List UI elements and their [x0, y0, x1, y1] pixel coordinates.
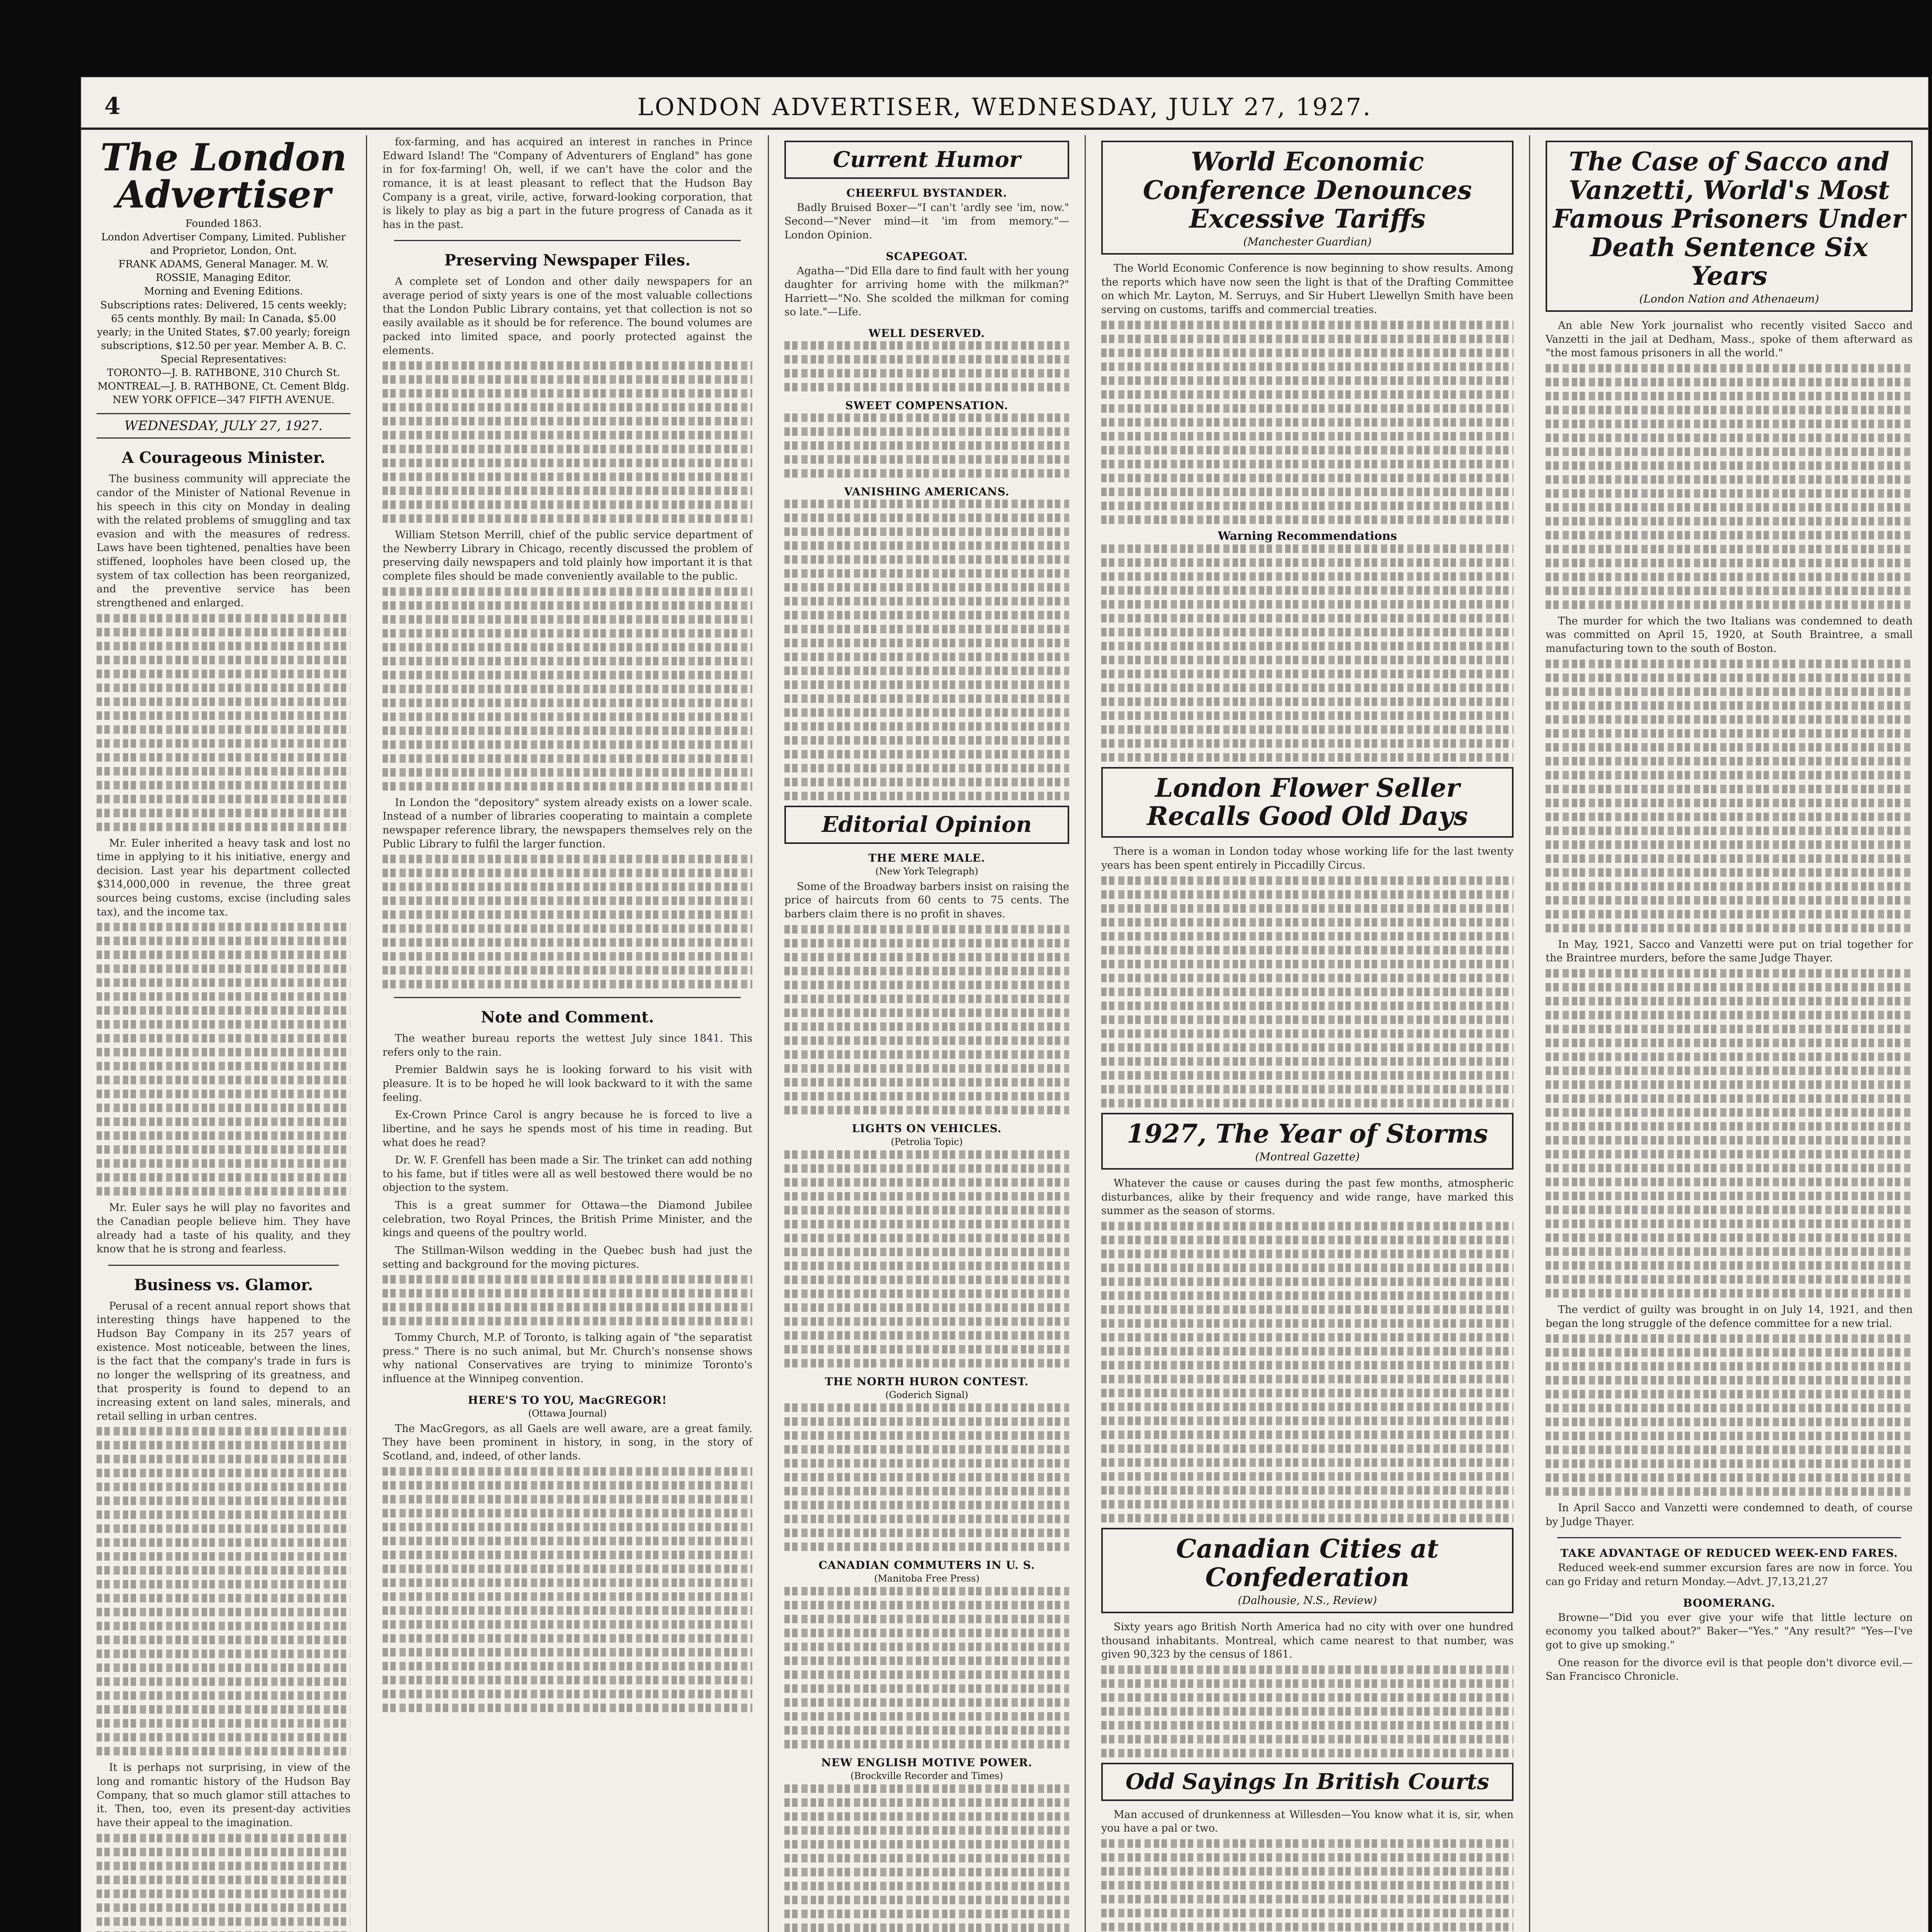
- subhead: CHEERFUL BYSTANDER.: [846, 186, 1007, 199]
- subhead-week-end-fares: TAKE ADVANTAGE OF REDUCED WEEK-END FARES.: [1560, 1547, 1898, 1560]
- box-editorial-opinion: Editorial Opinion: [784, 806, 1069, 844]
- humor-item: Agatha—"Did Ella dare to find fault with her young daughter for arriving home with the milkman?" Harriett—"No. She scolded the milkman for coming so late."—Life.: [784, 265, 1069, 318]
- article-paragraph: Sixty years ago British North America had no city with over one hundred thousand inhabitants. Montreal, which came nearest to that number, was given 90,323 by the census of 1861.: [1101, 1621, 1514, 1661]
- divider: [394, 997, 741, 998]
- text-filler: [383, 855, 752, 988]
- text-filler: [1546, 969, 1913, 1298]
- text-filler: [97, 614, 350, 831]
- subhead-macgregor: HERE'S TO YOU, MacGREGOR!: [468, 1393, 667, 1406]
- text-filler: [97, 923, 350, 1196]
- masthead-reps-head: Special Representatives:: [160, 353, 287, 365]
- subhead: NEW ENGLISH MOTIVE POWER.: [821, 1756, 1032, 1769]
- divider: [108, 1265, 339, 1266]
- note-item: The weather bureau reports the wettest July since 1841. This refers only to the rain.: [383, 1032, 752, 1058]
- text-filler: [784, 1587, 1069, 1748]
- subhead: WELL DESERVED.: [868, 327, 985, 340]
- note-item: This is a great summer for Ottawa—the Diamond Jubilee celebration, two Royal Princes, the British Prime Minister, and the kings and queens of the poultry world.: [383, 1199, 752, 1239]
- text-filler: [1101, 544, 1514, 762]
- notice-item: Reduced week-end summer excursion fares are now in force. You can go Friday and return Monday.—Advt. J7,13,21,27: [1546, 1562, 1913, 1588]
- text-filler: [784, 1150, 1069, 1367]
- text-filler: [97, 1427, 350, 1755]
- newspaper-page: [81, 77, 1928, 1932]
- text-filler: [1546, 1334, 1913, 1496]
- subhead: SCAPEGOAT.: [886, 250, 968, 263]
- subhead-source: (Manitoba Free Press): [874, 1573, 980, 1584]
- box-world-economic-conference: [1101, 141, 1514, 255]
- article-paragraph: The MacGregors, as all Gaels are well aware, are a great family. They have been prominent in history, in song, in the story of Scotland, and, indeed, of other lands.: [383, 1422, 752, 1462]
- subhead: LIGHTS ON VEHICLES.: [852, 1122, 1002, 1135]
- article-paragraph: Perusal of a recent annual report shows that interesting things have happened to the Hudson Bay Company in its 257 years of existence. Most noticeable, between the lines, is the fact that the company's trade in furs is no longer the wellspring of its greatness, and that prosperity is found to depend to an increasing extent on land sales, minerals, and retail selling in urban centres.: [97, 1300, 350, 1422]
- article-paragraph: It is perhaps not surprising, in view of the long and romantic history of the Hudson Bay Company, that so much glamor still attaches to it. Then, too, even its present-day activities have their appeal to the imagination.: [97, 1762, 350, 1829]
- joke-item: One reason for the divorce evil is that people don't divorce evil.—San Francisco Chronicle.: [1546, 1656, 1913, 1683]
- box-source: (London Nation and Athenaeum): [1639, 292, 1819, 305]
- box-canadian-cities: [1101, 1528, 1514, 1613]
- box-year-of-storms: [1101, 1113, 1514, 1170]
- article-paragraph: An able New York journalist who recently visited Sacco and Vanzetti in the jail at Dedham, Mass., spoke of them afterward as "the most famous prisoners in all the world.": [1546, 319, 1913, 359]
- masthead-rep-montreal: MONTREAL—J. B. RATHBONE, Ct. Cement Bldg.: [97, 381, 350, 393]
- article-paragraph: Man accused of drunkenness at Willesden—You know what it is, sir, when you have a pal or two.: [1101, 1808, 1514, 1835]
- box-source: (Manchester Guardian): [1243, 235, 1372, 248]
- headline-business-vs-glamor: Business vs. Glamor.: [134, 1276, 313, 1294]
- headline-note-and-comment: Note and Comment.: [481, 1008, 654, 1027]
- folio-line: LONDON ADVERTISER, WEDNESDAY, JULY 27, 1927.: [637, 93, 1372, 121]
- box-source: (Montreal Gazette): [1255, 1150, 1360, 1163]
- text-filler: [784, 1403, 1069, 1551]
- column-4: [1086, 135, 1530, 1932]
- article-paragraph: In April Sacco and Vanzetti were condemned to death, of course by Judge Thayer.: [1546, 1502, 1913, 1528]
- text-filler: [1101, 321, 1514, 524]
- text-filler: [383, 361, 752, 523]
- masthead-rates: Subscriptions rates: Delivered, 15 cents weekly; 65 cents monthly. By mail: In Canada, $5.00 yearly; in the United States, $7.00 yearly; foreign subscriptions, $12.50 per year. Member A. B. C.: [97, 299, 350, 352]
- masthead-managers: FRANK ADAMS, General Manager. M. W. ROSSIE, Managing Editor.: [118, 259, 329, 284]
- box-current-humor: Current Humor: [784, 141, 1069, 179]
- subhead-warning: Warning Recommendations: [1218, 529, 1397, 543]
- masthead-founded: Founded 1863.: [185, 218, 262, 230]
- subhead-source: (Ottawa Journal): [528, 1408, 607, 1419]
- article-paragraph: fox-farming, and has acquired an interest in ranches in Prince Edward Island! The "Company of Adventurers of England" has gone in for fox-farming! Oh, well, if we can't have the color and the romance, it is at least pleasant to reflect that the Hudson Bay Company is a great, virile, active, forward-looking corporation, that is likely to play as big a part in the future progress of Canada as it has in the past.: [383, 136, 752, 231]
- masthead-editions: Morning and Evening Editions.: [144, 286, 303, 298]
- subhead-source: (Brockville Recorder and Times): [850, 1770, 1003, 1781]
- article-paragraph: William Stetson Merrill, chief of the public service department of the Newberry Library in Chicago, recently discussed the problem of preserving daily newspapers and told plainly how important it is that complete files should be made conveniently available to the public.: [383, 529, 752, 582]
- text-filler: [1101, 1839, 1514, 1932]
- article-paragraph: Whatever the cause or causes during the past few months, atmospheric disturbances, alike by their frequency and wide range, have marked this summer as the season of storms.: [1101, 1177, 1514, 1217]
- note-item: The Stillman-Wilson wedding in the Quebec bush had just the setting and background for the moving pictures.: [383, 1244, 752, 1270]
- headline-preserving-newspaper-files: Preserving Newspaper Files.: [444, 251, 690, 270]
- masthead-rep-toronto: TORONTO—J. B. RATHBONE, 310 Church St.: [107, 367, 340, 379]
- article-paragraph: The business community will appreciate the candor of the Minister of National Revenue in his speech in this city on Monday in dealing with the related problems of smuggling and tax evasion and with the measures of redress. Laws have been tightened, penalties have been stiffened, loopholes have been closed up, the system of tax collection has been reorganized, and the preventive service has been strengthened and enlarged.: [97, 473, 350, 609]
- box-source: (Dalhousie, N.S., Review): [1238, 1594, 1377, 1607]
- text-filler: [1101, 1222, 1514, 1522]
- text-filler: [784, 341, 1069, 391]
- masthead-info: [97, 217, 350, 407]
- text-filler: [97, 1834, 350, 1932]
- box-odd-sayings: Odd Sayings In British Courts: [1101, 1763, 1514, 1801]
- masthead-publisher: London Advertiser Company, Limited. Publisher and Proprietor, London, Ont.: [101, 231, 346, 257]
- subhead: THE MERE MALE.: [868, 851, 985, 864]
- text-filler: [784, 500, 1069, 800]
- box-headline: 1927, The Year of Storms: [1127, 1118, 1488, 1149]
- subhead-source: (Petrolia Topic): [891, 1136, 963, 1147]
- article-paragraph: In London the "depository" system already exists on a lower scale. Instead of a number of libraries cooperating to maintain a complete newspaper reference library, the newspapers themselves rely on the Public Library to fulfil the larger function.: [383, 796, 752, 850]
- text-filler: [784, 925, 1069, 1114]
- subhead: THE NORTH HURON CONTEST.: [825, 1375, 1029, 1388]
- article-paragraph: Mr. Euler inherited a heavy task and lost no time in applying to it his initiative, energy and decision. Last year his department collected $314,000,000 in revenue, the three great sources being customs, excise (including sales tax), and the income tax.: [97, 837, 350, 918]
- masthead-title: The London Advertiser: [100, 136, 347, 216]
- text-filler: [383, 587, 752, 791]
- text-filler: [1101, 1665, 1514, 1757]
- column-5: [1530, 135, 1928, 1932]
- headline-courageous-minister: A Courageous Minister.: [122, 449, 325, 467]
- text-filler: [784, 413, 1069, 478]
- note-item: Ex-Crown Prince Carol is angry because he is forced to live a libertine, and he says he spends most of his time in reading. But what does he read?: [383, 1109, 752, 1149]
- subhead: CANADIAN COMMUTERS IN U. S.: [818, 1558, 1035, 1571]
- article-paragraph: The murder for which the two Italians was condemned to death was committed on April 15, 1920, at South Braintree, a small manufacturing town to the south of Boston.: [1546, 615, 1913, 655]
- subhead-boomerang: BOOMERANG.: [1683, 1596, 1776, 1609]
- subhead-source: (Goderich Signal): [885, 1389, 968, 1400]
- note-item: Tommy Church, M.P. of Toronto, is talking again of "the separatist press." There is no such animal, but Mr. Church's nonsense shows why national Conservatives are trying to minimize Toronto's influence at the Winnipeg convention.: [383, 1332, 752, 1385]
- article-paragraph: There is a woman in London today whose working life for the last twenty years has been spent entirely in Piccadilly Circus.: [1101, 845, 1514, 872]
- article-paragraph: Mr. Euler says he will play no favorites and the Canadian people believe him. They have already had a taste of his quality, and they know that he is strong and fearless.: [97, 1202, 350, 1255]
- note-item: Premier Baldwin says he is looking forward to his visit with pleasure. It is to be hoped he will look backward to it with the same feeling.: [383, 1064, 752, 1104]
- column-3: [769, 135, 1086, 1932]
- text-filler: [383, 1467, 752, 1712]
- text-filler: [1546, 660, 1913, 932]
- subhead: SWEET COMPENSATION.: [845, 399, 1009, 412]
- editorial-dateline: WEDNESDAY, JULY 27, 1927.: [97, 413, 350, 439]
- note-item: Dr. W. F. Grenfell has been made a Sir. The trinket can add nothing to his fame, but if titles were all as well bestowed there would be no objection to the system.: [383, 1154, 752, 1194]
- text-filler: [784, 1784, 1069, 1932]
- text-filler: [383, 1275, 752, 1325]
- column-2: [367, 135, 769, 1932]
- divider: [1557, 1537, 1901, 1538]
- masthead-rep-newyork: NEW YORK OFFICE—347 FIFTH AVENUE.: [112, 394, 335, 406]
- article-paragraph: A complete set of London and other daily newspapers for an average period of sixty years is one of the most valuable collections that the London Public Library contains, yet that collection is not so easily available as it should be for reference. The bound volumes are packed into limited space, and poorly protected against the elements.: [383, 276, 752, 357]
- box-london-flower-seller: London Flower Seller Recalls Good Old Days: [1101, 767, 1514, 838]
- box-headline: World Economic Conference Denounces Excessive Tariffs: [1143, 146, 1472, 234]
- page-folio: [81, 77, 1928, 130]
- subhead: VANISHING AMERICANS.: [844, 485, 1010, 498]
- article-paragraph: The verdict of guilty was brought in on July 14, 1921, and then began the long struggle of the defence committee for a new trial.: [1546, 1303, 1913, 1330]
- box-headline: The Case of Sacco and Vanzetti, World's Most Famous Prisoners Under Death Sentence Six Years: [1553, 146, 1905, 291]
- divider: [394, 240, 741, 241]
- box-sacco-vanzetti: [1546, 141, 1913, 312]
- box-headline: Canadian Cities at Confederation: [1176, 1533, 1439, 1592]
- text-filler: [1101, 876, 1514, 1107]
- text-filler: [1546, 364, 1913, 609]
- column-1: [81, 135, 367, 1932]
- subhead-source: (New York Telegraph): [875, 866, 978, 877]
- humor-item: Badly Bruised Boxer—"I can't 'ardly see 'im, now." Second—"Never mind—it 'im from memory."—London Opinion.: [784, 201, 1069, 241]
- article-paragraph: The World Economic Conference is now beginning to show results. Among the reports which have now seen the light is that of the Drafting Committee on which Mr. Layton, M. Serruys, and Sir Hubert Llewellyn Smith have been serving on customs, tariffs and commercial treaties.: [1101, 262, 1514, 316]
- article-paragraph: Some of the Broadway barbers insist on raising the price of haircuts from 60 cents to 75 cents. The barbers claim there is no profit in shaves.: [784, 880, 1069, 920]
- article-paragraph: In May, 1921, Sacco and Vanzetti were put on trial together for the Braintree murders, before the same Judge Thayer.: [1546, 938, 1913, 964]
- page-number: 4: [104, 93, 121, 120]
- joke-item: Browne—"Did you ever give your wife that little lecture on economy you talked about?" Baker—"Yes." "Any result?" "Yes—I've got to give up smoking.": [1546, 1611, 1913, 1651]
